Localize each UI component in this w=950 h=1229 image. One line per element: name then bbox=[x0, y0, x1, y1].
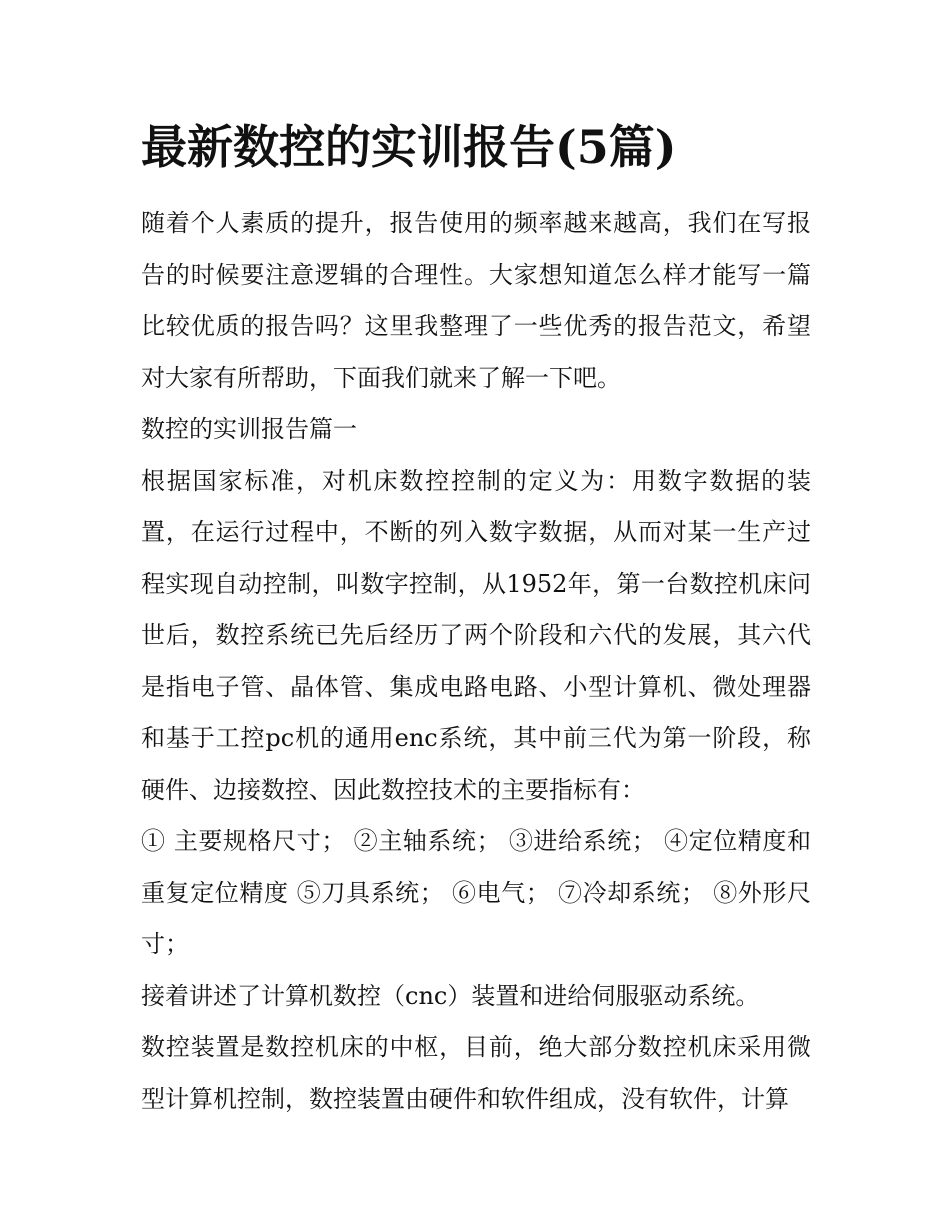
body-paragraph: 根据国家标准，对机床数控控制的定义为：用数字数据的装置，在运行过程中，不断的列入数字数据，从而对某一生产过程实现自动控制，叫数字控制，从1952年，第一台数控机床问世后，数控系统已先后经历了两个阶段和六代的发展，其六代是指电子管、晶体管、集成电路电路、小型计算机、微处理器和基于工控pc机的通用enc系统，其中前三代为第一阶段，称硬件、边接数控、因此数控技术的主要指标有： bbox=[141, 466, 811, 804]
section-heading: 数控的实训报告篇一 bbox=[141, 415, 357, 443]
body-paragraph: 接着讲述了计算机数控（cnc）装置和进给伺服驱动系统。 bbox=[141, 981, 760, 1010]
document-title: 最新数控的实训报告(5篇) bbox=[141, 120, 677, 174]
intro-paragraph: 随着个人素质的提升，报告使用的频率越来越高，我们在写报告的时候要注意逻辑的合理性。大家想知道怎么样才能写一篇比较优质的报告吗？这里我整理了一些优秀的报告范文，希望对大家有所帮助，下面我们就来了解一下吧。 bbox=[141, 209, 811, 392]
document-body bbox=[141, 198, 811, 1125]
document-page bbox=[141, 0, 811, 1125]
body-paragraph: 数控装置是数控机床的中枢，目前，绝大部分数控机床采用微型计算机控制，数控装置由硬件和软件组成，没有软件，计算 bbox=[141, 1033, 811, 1113]
spec-list-paragraph: ① 主要规格尺寸； ②主轴系统； ③进给系统； ④定位精度和重复定位精度 ⑤刀具系统； ⑥电气； ⑦冷却系统； ⑧外形尺寸； bbox=[141, 827, 811, 958]
